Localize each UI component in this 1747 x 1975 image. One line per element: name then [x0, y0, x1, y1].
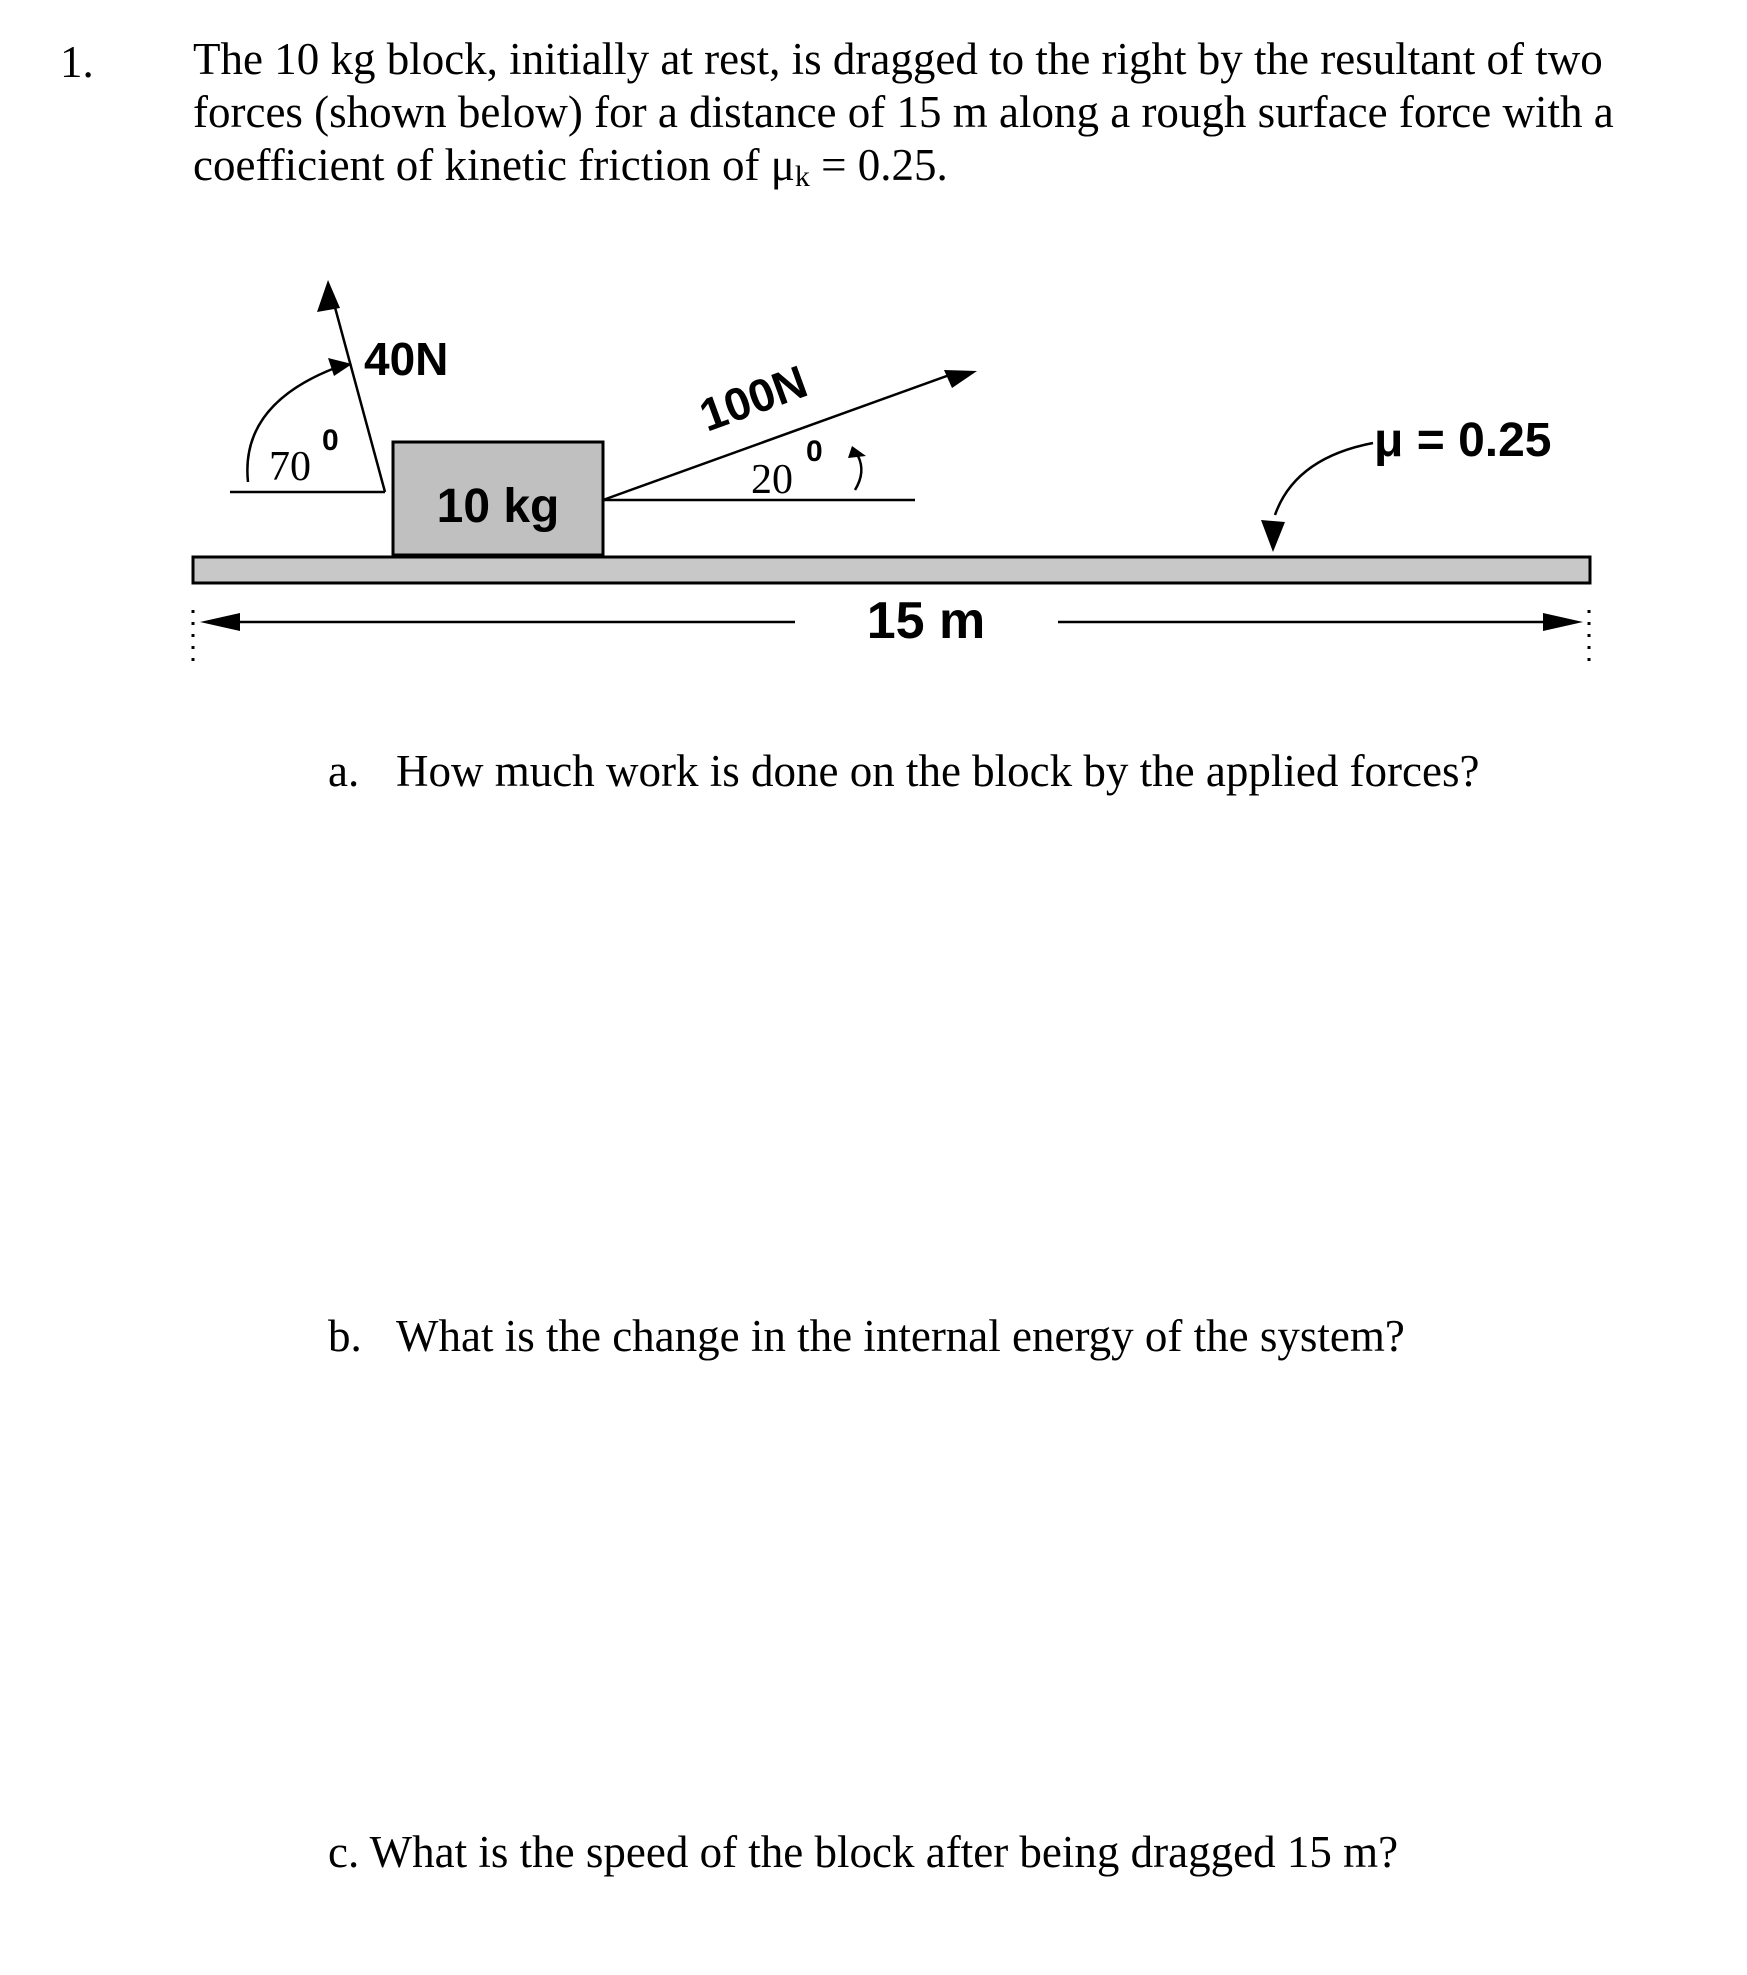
force-40n-label: 40N [364, 333, 449, 385]
block-mass-label: 10 kg [436, 480, 560, 533]
force-100n-label: 100N [692, 354, 814, 442]
force-40n-arrowhead [317, 280, 340, 312]
question-b-letter: b. [328, 1311, 362, 1361]
mu-symbol: μ [770, 140, 795, 190]
question-b-text: What is the change in the internal energy of the system? [396, 1311, 1405, 1361]
angle-70-degree: 0 [322, 424, 339, 457]
question-c-letter: c. [328, 1827, 360, 1877]
mu-subscript: k [794, 160, 810, 193]
dimension-arrowhead-right [1543, 613, 1583, 631]
force-40n-line [333, 300, 385, 492]
question-a-text: How much work is done on the block by the applied forces? [396, 746, 1480, 796]
angle-20-label: 20 [751, 457, 793, 503]
question-b [328, 1310, 1405, 1362]
distance-label: 15 m [866, 592, 986, 650]
problem-text-before: The 10 kg block, initially at rest, is dragged to the right by the resultant of two forces (shown below) for a distance of 15 m along a rough surface force with a coefficient of kinetic friction of [193, 34, 1614, 190]
question-c [328, 1826, 1398, 1878]
question-a-letter: a. [328, 746, 360, 796]
surface [193, 557, 1590, 583]
friction-coefficient-label: μ = 0.25 [1374, 414, 1552, 467]
force-diagram [0, 260, 1747, 710]
angle-70-label: 70 [269, 444, 311, 490]
force-100n-arrowhead [944, 370, 977, 388]
friction-pointer-arrowhead [1261, 520, 1285, 552]
problem-number: 1. [60, 37, 94, 87]
problem-text-after: = 0.25. [809, 140, 948, 190]
angle-arc-right [855, 456, 861, 490]
dimension-arrowhead-left [200, 613, 240, 631]
question-a [328, 745, 1479, 797]
angle-arc-right-arrowhead [848, 446, 866, 458]
angle-20-degree: 0 [806, 435, 823, 468]
problem-statement [193, 33, 1673, 203]
question-c-text: What is the speed of the block after being dragged 15 m? [369, 1827, 1399, 1877]
friction-pointer-curve [1275, 443, 1373, 515]
